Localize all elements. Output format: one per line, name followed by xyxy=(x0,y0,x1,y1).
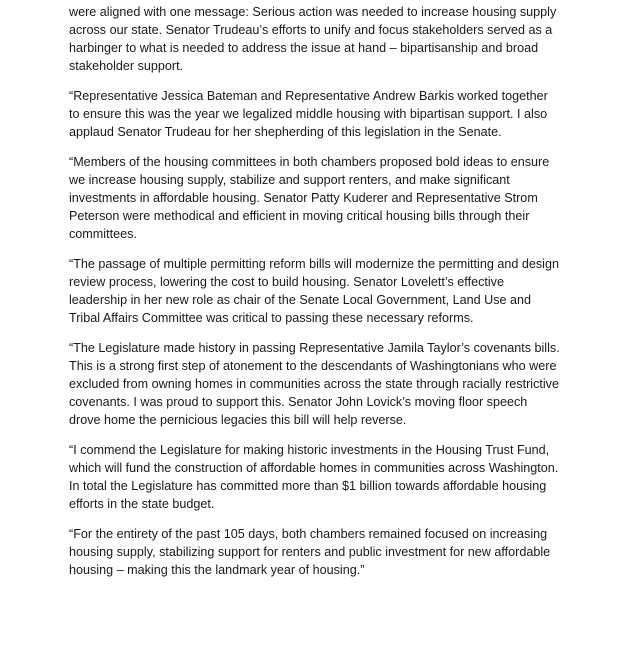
paragraph-housing-trust-fund: “I commend the Legislature for making historic investments in the Housing Trust Fund, which will fund the construction of affordable homes in communities across Washington. In total the Legislature has committed more than $1 billion towards affordable housing efforts in the state budget. xyxy=(69,443,559,511)
paragraph-covenants-bills: “The Legislature made history in passing Representative Jamila Taylor’s covenants bills. This is a strong first step of atonement to the descendants of Washingtonians who were excluded from owning homes in communities across the state through racially restrictive covenants. I was proud to support this. Senator John Lovick’s moving floor speech drove home the pernicious legacies this bill will help reverse. xyxy=(69,341,560,427)
document-body xyxy=(69,0,561,591)
paragraph-permitting-reform: “The passage of multiple permitting reform bills will modernize the permitting and design review process, lowering the cost to build housing. Senator Lovelett’s effective leadership in her new role as chair of the Senate Local Government, Land Use and Tribal Affairs Committee was critical to passing these necessary reforms. xyxy=(69,257,559,325)
paragraph-middle-housing: “Representative Jessica Bateman and Representative Andrew Barkis worked together to ensure this was the year we legalized middle housing with bipartisan support. I also applaud Senator Trudeau for her shepherding of this legislation in the Senate. xyxy=(69,89,548,139)
paragraph-housing-committees: “Members of the housing committees in both chambers proposed bold ideas to ensure we increase housing supply, stabilize and support renters, and make significant investments in affordable housing. Senator Patty Kuderer and Representative Strom Peterson were methodical and efficient in moving critical housing bills through their committees. xyxy=(69,155,550,241)
paragraph-continuation: were aligned with one message: Serious action was needed to increase housing supply across our state. Senator Trudeau’s efforts to unify and focus stakeholders served as a harbinger to what is needed to address the issue at hand – bipartisanship and broad stakeholder support. xyxy=(69,5,557,73)
paragraph-closing-quote: “For the entirety of the past 105 days, both chambers remained focused on increasing housing supply, stabilizing support for renters and public investment for new affordable housing – making this the landmark year of housing.” xyxy=(69,527,551,577)
